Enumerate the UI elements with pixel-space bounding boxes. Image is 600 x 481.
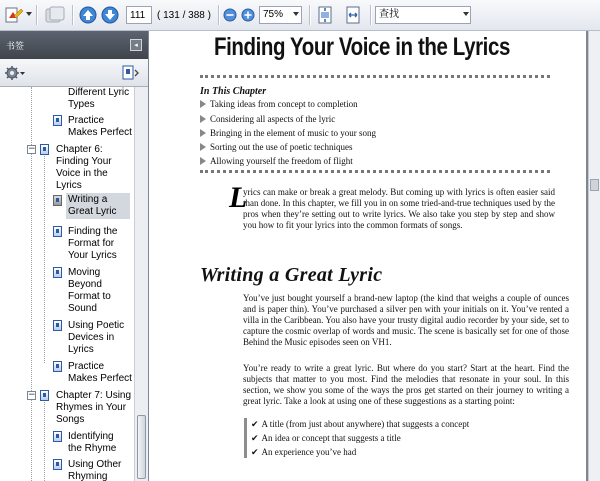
previous-page-icon[interactable] [78,5,98,25]
bookmark-moving-beyond-format[interactable]: Moving Beyond Format to Sound [68,267,111,314]
chapter-title: Finding Your Voice in the Lyrics [214,33,510,61]
bookmark-practice-makes-perfect[interactable]: Practice Makes Perfect [68,115,132,138]
page-count: ( 131 / 388 ) [157,9,211,21]
zoom-out-icon[interactable] [222,5,238,25]
next-page-icon[interactable] [100,5,120,25]
bookmarks-panel [0,31,149,481]
document-edit-icon[interactable] [3,5,25,25]
bookmark-chapter-6[interactable]: Chapter 6: Finding Your Voice in the Lyrics [56,144,112,191]
drop-cap: L [229,181,248,214]
bookmarks-title: 书签 [6,41,25,51]
collapse-panel-icon[interactable]: ◂ [130,39,142,51]
bookmark-practice-makes-perfect-2[interactable]: Practice Makes Perfect [68,361,132,384]
bookmarks-toolbar [0,59,148,87]
bookmark-icon [53,459,62,470]
options-gear-icon[interactable] [4,65,26,84]
triangle-bullet-icon [200,100,206,108]
bookmark-icon [40,144,49,155]
triangle-bullet-icon [200,129,206,137]
bookmark-tree [0,87,134,481]
zoom-value: 75% [263,9,284,20]
bookmark-icon [53,115,62,126]
bullet-item: ✔ An experience you’ve had [251,447,357,457]
bookmark-icon [40,390,49,401]
edit-dropdown-icon[interactable] [26,12,32,16]
section-heading: Writing a Great Lyric [200,264,383,286]
bullet-list-bar [244,418,247,458]
bullet-item: ✔ A title (from just about anywhere) that suggests a concept [251,419,470,429]
bookmark-different-lyric-types[interactable]: Different Lyric Types [68,87,130,110]
bookmark-identifying-the-rhyme[interactable]: Identifying the Rhyme [68,431,117,454]
document-scrollbar[interactable] [588,31,600,481]
body-paragraph-1: You’ve just bought yourself a brand-new laptop (the kind that weighs a couple of ounces and is paper thin). You’ve purchased a silver pen with your initials on it. You’ve rented a villa in the Caribbean. You also have your trusty digital audio recorder by your side, set to capture the cosmic overlap of words and music. The scene is basically set for one of those Behind the Music episodes seen on VH1. [243,293,569,347]
triangle-bullet-icon [200,157,206,165]
toc-item: Allowing yourself the freedom of flight [200,156,353,166]
bookmark-icon [53,267,62,278]
bookmark-writing-a-great-lyric[interactable]: Writing a Great Lyric [66,193,130,219]
intro-paragraph: yrics can make or break a great melody. But coming up with lyrics is often easier said than done. In this chapter, we fill you in on some tried-and-true techniques used by the pros when they’re setting out to write lyrics. We also take you step by step and show you how to fit your lyrics into the common formats of songs. [243,187,555,230]
check-bullet-icon: ✔ [251,433,259,443]
bookmark-icon [53,361,62,372]
bookmarks-header [0,31,148,59]
dotted-divider-bottom [200,170,550,173]
search-dropdown-icon[interactable] [463,12,469,16]
bookmark-chapter-7[interactable]: Chapter 7: Using Rhymes in Your Songs [56,390,132,425]
page-thumbnail-icon[interactable] [42,5,68,25]
search-placeholder: 查找 [379,9,399,20]
expand-bookmark-icon[interactable] [121,64,141,85]
bookmark-icon [53,195,62,206]
collapse-chapter-7-icon[interactable]: − [28,390,36,400]
toc-item: Taking ideas from concept to completion [200,99,358,109]
toc-item: Bringing in the element of music to your song [200,128,376,138]
bookmark-using-poetic-devices[interactable]: Using Poetic Devices in Lyrics [68,320,125,355]
bookmark-scrollbar-thumb[interactable] [137,415,146,479]
bookmark-finding-the-format[interactable]: Finding the Format for Your Lyrics [68,226,118,261]
fit-page-icon[interactable] [315,5,335,25]
bookmark-using-other-rhyming[interactable]: Using Other Rhyming [68,459,122,481]
page-number-input[interactable] [126,6,152,24]
in-this-chapter-heading: In This Chapter [200,86,267,97]
fit-width-icon[interactable] [343,5,363,25]
dotted-divider-top [200,75,550,78]
collapse-chapter-6-icon[interactable]: − [28,144,36,154]
zoom-in-icon[interactable] [240,5,256,25]
bookmark-icon [53,320,62,331]
zoom-dropdown-icon[interactable] [293,12,299,16]
triangle-bullet-icon [200,115,206,123]
check-bullet-icon: ✔ [251,447,259,457]
triangle-bullet-icon [200,143,206,151]
bookmark-icon [53,431,62,442]
bullet-item: ✔ An idea or concept that suggests a title [251,433,401,443]
toc-item: Sorting out the use of poetic techniques [200,142,352,152]
search-input[interactable] [375,6,471,24]
toc-item: Considering all aspects of the lyric [200,114,335,124]
document-scrollbar-thumb[interactable] [590,179,599,191]
bookmark-scrollbar[interactable] [134,87,148,481]
body-paragraph-2: You’re ready to write a great lyric. But where do you start? Start at the heart. Find the subjects that matter to you most. Find the melodies that resonate in your soul. In this section, we show you some of the ways the pros get started on their journey to writing a great lyric. Take a look at using one of these suggestions as a starting point: [243,363,569,406]
check-bullet-icon: ✔ [251,419,259,429]
bookmark-icon [53,226,62,237]
toolbar [0,0,600,31]
